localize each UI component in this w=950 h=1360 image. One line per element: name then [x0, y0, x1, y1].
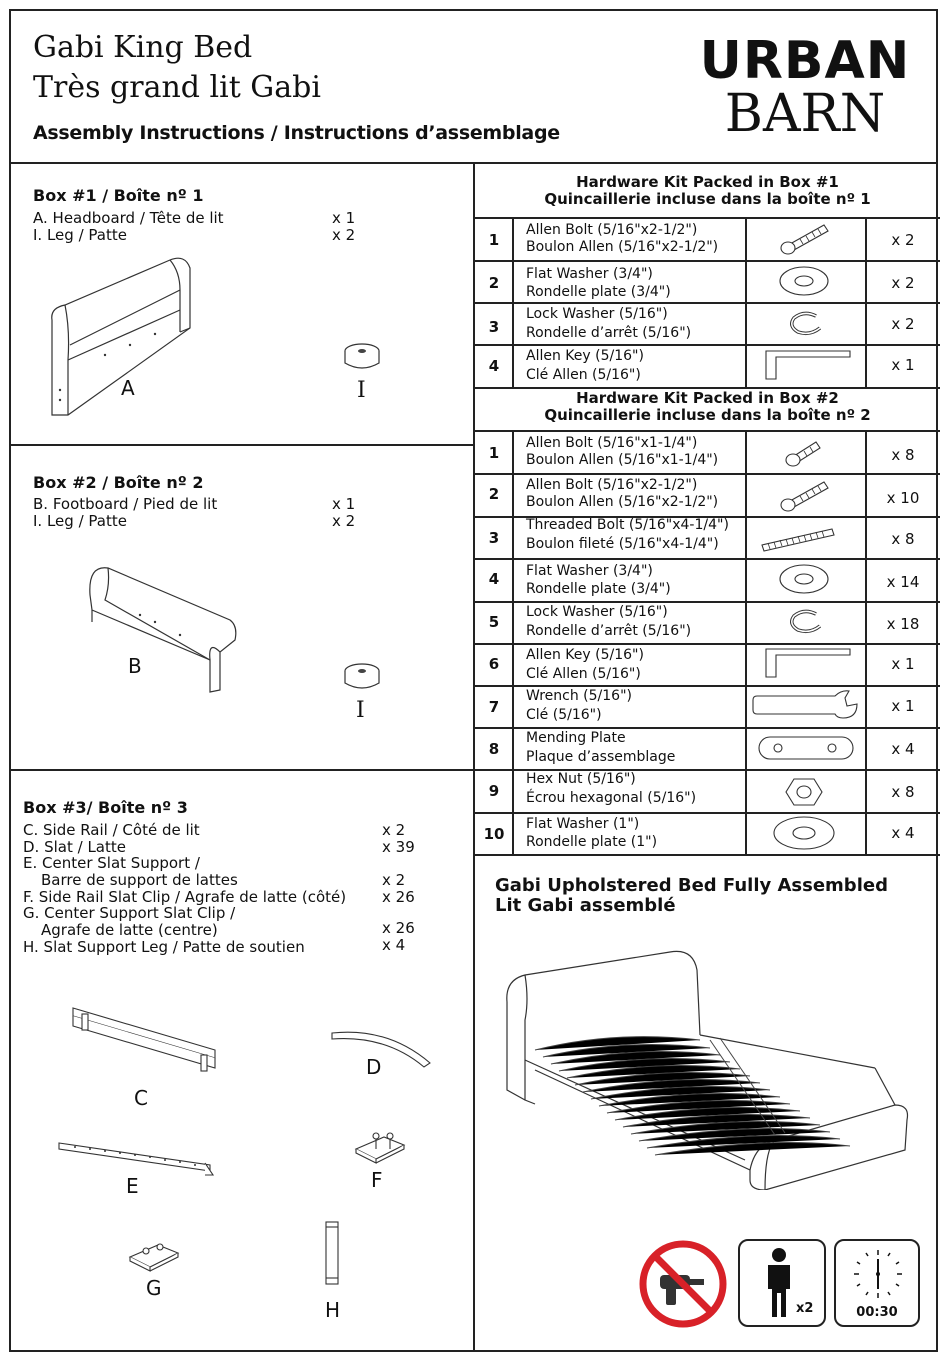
kit2-row-en: Allen Bolt (5/16"x2-1/2"): [526, 477, 698, 493]
kit2-row-en: Threaded Bolt (5/16"x4-1/4"): [526, 517, 729, 533]
kit2-row-en: Hex Nut (5/16"): [526, 771, 636, 787]
title-en: Gabi King Bed: [33, 30, 253, 65]
persons-count: x2: [796, 1301, 814, 1316]
allen-bolt-icon: [776, 220, 832, 258]
kit1-row-fr: Rondelle plate (3/4"): [526, 284, 671, 300]
kit1-row-number: 2: [488, 274, 500, 292]
box3-item-qty: x 26: [382, 888, 415, 906]
assembled-bed-illustration: [495, 940, 915, 1190]
slat-support-leg-illustration: [322, 1218, 342, 1288]
box3-item-label: C. Side Rail / Côté de lit: [23, 821, 200, 839]
kit2-row-fr: Plaque d’assemblage: [526, 749, 676, 765]
box1-title: Box #1 / Boîte nº 1: [33, 186, 204, 205]
box2-title: Box #2 / Boîte nº 2: [33, 473, 204, 492]
kit2-title-en: Hardware Kit Packed in Box #2: [576, 389, 839, 407]
figure-label-b: B: [128, 654, 142, 678]
kit1-row-en: Allen Key (5/16"): [526, 348, 644, 364]
large-flat-washer-icon: [770, 814, 838, 852]
kit2-row-qty: x 8: [891, 446, 915, 464]
box3-item-label: F. Side Rail Slat Clip / Agrafe de latte (côté): [23, 888, 347, 906]
kit2-row-qty: x 8: [891, 530, 915, 548]
no-power-tools-icon: [638, 1239, 728, 1329]
box3-item-qty: x 2: [382, 821, 406, 839]
allen-key-icon: [762, 347, 856, 383]
kit2-row-qty: x 10: [886, 489, 920, 507]
kit2-row-fr: Boulon Allen (5/16"x2-1/2"): [526, 494, 719, 510]
figure-label-i: I: [357, 378, 366, 403]
side-rail-illustration: [65, 1000, 225, 1080]
footboard-illustration: [80, 560, 240, 700]
box1-item-qty: x 2: [332, 226, 356, 244]
kit2-row-number: 2: [488, 485, 500, 503]
box3-item-qty: x 26: [382, 919, 415, 937]
box1-divider: [9, 444, 474, 446]
box2-item-label: B. Footboard / Pied de lit: [33, 495, 218, 513]
box1-item-label: I. Leg / Patte: [33, 226, 127, 244]
box3-item-label: Agrafe de latte (centre): [41, 921, 218, 939]
flat-washer-icon: [776, 562, 832, 596]
leg-icon: [340, 660, 385, 700]
center-slat-clip-illustration: [126, 1235, 181, 1275]
kit2-row-fr: Rondelle plate (3/4"): [526, 581, 671, 597]
assembled-title-en: Gabi Upholstered Bed Fully Assembled: [495, 875, 888, 896]
kit2-row-qty: x 18: [886, 615, 920, 633]
kit2-row-number: 10: [483, 825, 505, 843]
persons-badge: [738, 1239, 826, 1327]
kit1-row-fr: Clé Allen (5/16"): [526, 367, 641, 383]
figure-label-a: A: [121, 376, 135, 400]
kit2-row-number: 5: [488, 613, 500, 631]
kit2-row-fr: Écrou hexagonal (5/16"): [526, 790, 697, 806]
box3-item-label: G. Center Support Slat Clip /: [23, 904, 236, 922]
kit2-title-fr: Quincaillerie incluse dans la boîte nº 2: [544, 406, 871, 424]
kit1-row-number: 3: [488, 318, 500, 336]
wrench-icon: [749, 688, 862, 724]
mending-plate-icon: [756, 733, 856, 763]
box3-item-qty: x 4: [382, 936, 406, 954]
kit1-row-number: 1: [488, 231, 500, 249]
kit2-row-en: Lock Washer (5/16"): [526, 604, 668, 620]
kit2-row-en: Wrench (5/16"): [526, 688, 632, 704]
kit2-row-number: 1: [488, 444, 500, 462]
lock-washer-icon: [786, 606, 826, 638]
kit2-row-fr: Clé (5/16"): [526, 707, 602, 723]
box3-item-label: Barre de support de lattes: [41, 871, 238, 889]
kit2-row-number: 9: [488, 782, 500, 800]
allen-key-icon: [762, 645, 856, 681]
figure-label-c: C: [134, 1086, 148, 1110]
figure-label-h: H: [325, 1298, 341, 1322]
logo-barn: BARN: [724, 84, 886, 144]
kit2-row-en: Mending Plate: [526, 730, 626, 746]
assembly-subtitle: Assembly Instructions / Instructions d’assemblage: [33, 122, 560, 144]
box3-title: Box #3/ Boîte nº 3: [23, 798, 188, 817]
kit2-row-qty: x 4: [891, 824, 915, 842]
figure-label-g: G: [146, 1276, 162, 1300]
slat-illustration: [328, 1025, 438, 1075]
box3-item-qty: x 2: [382, 871, 406, 889]
kit2-row-fr: Rondelle d’arrêt (5/16"): [526, 623, 692, 639]
box3-item-label: D. Slat / Latte: [23, 838, 126, 856]
kit2-row-en: Allen Key (5/16"): [526, 647, 644, 663]
kit1-title-en: Hardware Kit Packed in Box #1: [576, 173, 839, 191]
threaded-bolt-icon: [758, 525, 838, 553]
box3-item-label: E. Center Slat Support /: [23, 854, 200, 872]
kit2-row-qty: x 14: [886, 573, 920, 591]
box1-item-qty: x 1: [332, 209, 356, 227]
figure-label-d: D: [366, 1055, 382, 1079]
kit2-row-en: Allen Bolt (5/16"x1-1/4"): [526, 435, 698, 451]
box1-item-label: A. Headboard / Tête de lit: [33, 209, 224, 227]
box3-item-label: H. Slat Support Leg / Patte de soutien: [23, 938, 305, 956]
hex-nut-icon: [784, 775, 824, 809]
kit2-row-number: 7: [488, 698, 500, 716]
kit1-row-qty: x 1: [891, 356, 915, 374]
figure-label-f: F: [371, 1168, 383, 1192]
kit2-row-fr: Boulon Allen (5/16"x1-1/4"): [526, 452, 719, 468]
kit2-row-fr: Rondelle plate (1"): [526, 834, 658, 850]
kit2-row-fr: Boulon fileté (5/16"x4-1/4"): [526, 536, 719, 552]
lock-washer-icon: [786, 308, 826, 340]
kit2-row-qty: x 1: [891, 655, 915, 673]
kit2-row-number: 4: [488, 570, 500, 588]
kit1-title-fr: Quincaillerie incluse dans la boîte nº 1: [544, 190, 871, 208]
kit1-row-en: Allen Bolt (5/16"x2-1/2"): [526, 222, 698, 238]
kit2-row-number: 8: [488, 740, 500, 758]
side-rail-slat-clip-illustration: [352, 1125, 407, 1165]
kit2-row-fr: Clé Allen (5/16"): [526, 666, 641, 682]
kit2-row-qty: x 8: [891, 783, 915, 801]
box2-item-qty: x 1: [332, 495, 356, 513]
logo-urban: URBAN: [699, 31, 911, 91]
assembled-title-fr: Lit Gabi assemblé: [495, 895, 676, 916]
time-badge: [834, 1239, 920, 1327]
kit1-row-qty: x 2: [891, 315, 915, 333]
kit2-row-en: Flat Washer (1"): [526, 816, 640, 832]
assembly-time: 00:30: [856, 1305, 898, 1320]
kit1-row-qty: x 2: [891, 274, 915, 292]
kit2-row-number: 3: [488, 529, 500, 547]
kit2-row-number: 6: [488, 655, 500, 673]
short-allen-bolt-icon: [782, 436, 826, 470]
kit1-row-en: Lock Washer (5/16"): [526, 306, 668, 322]
kit2-row-qty: x 1: [891, 697, 915, 715]
kit1-row-fr: Rondelle d’arrêt (5/16"): [526, 325, 692, 341]
kit1-row-fr: Boulon Allen (5/16"x2-1/2"): [526, 239, 719, 255]
flat-washer-icon: [776, 264, 832, 298]
kit1-row-number: 4: [488, 357, 500, 375]
kit1-row-en: Flat Washer (3/4"): [526, 266, 653, 282]
kit2-row-qty: x 4: [891, 740, 915, 758]
kit2-row-en: Flat Washer (3/4"): [526, 563, 653, 579]
box3-item-qty: x 39: [382, 838, 415, 856]
leg-icon: [340, 340, 385, 380]
title-fr: Très grand lit Gabi: [33, 70, 321, 105]
figure-label-e: E: [126, 1174, 139, 1198]
box2-item-label: I. Leg / Patte: [33, 512, 127, 530]
allen-bolt-icon: [776, 477, 832, 515]
kit1-row-qty: x 2: [891, 231, 915, 249]
figure-label-i: I: [356, 698, 365, 723]
clock-icon: [851, 1247, 905, 1301]
box2-item-qty: x 2: [332, 512, 356, 530]
person-icon: [764, 1247, 794, 1319]
